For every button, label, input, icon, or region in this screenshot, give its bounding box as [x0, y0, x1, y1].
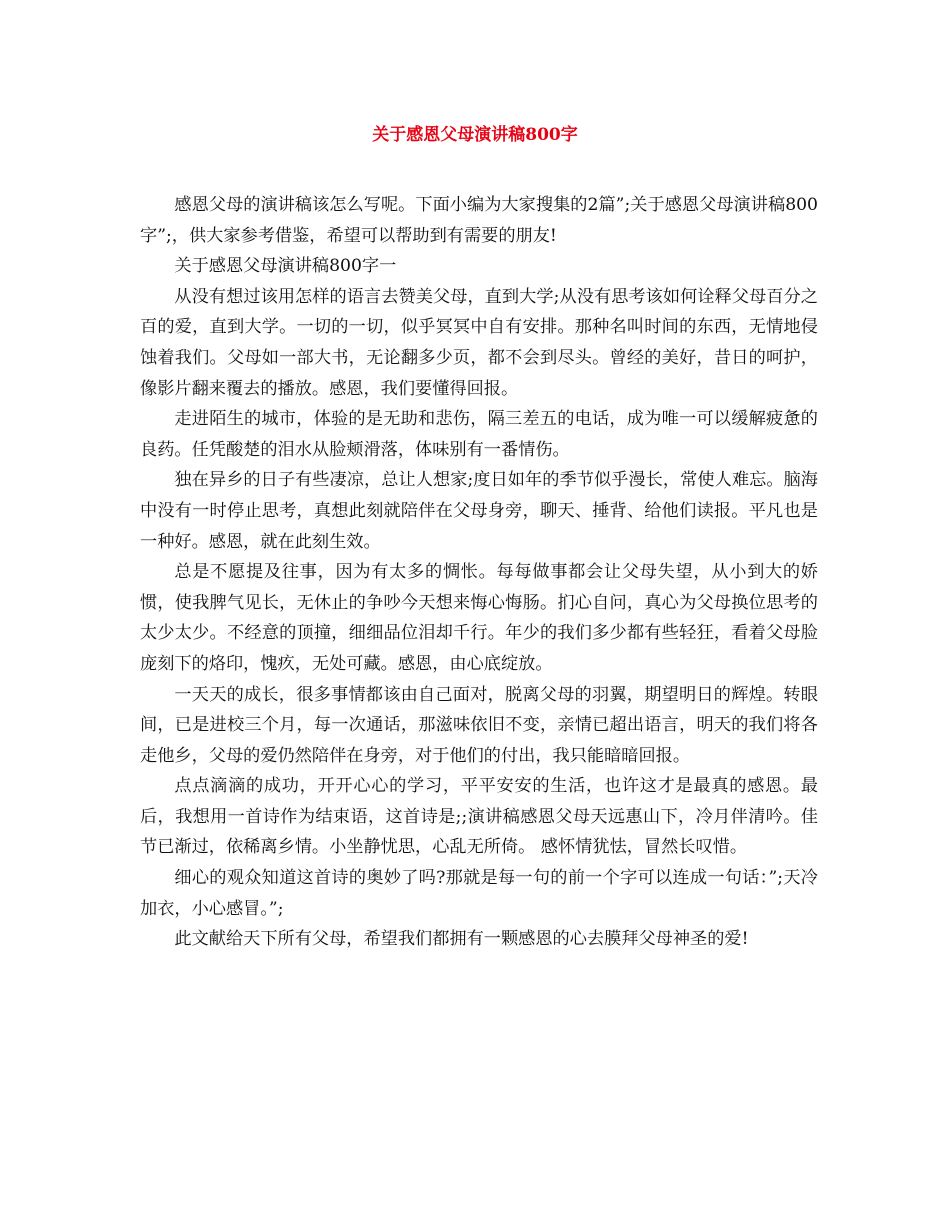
body-paragraph: 从没有想过该用怎样的语言去赞美父母，直到大学;从没有思考该如何诠释父母百分之百的爱，直到大学。一切的一切，似乎冥冥中自有安排。那种名叫时间的东西，无情地侵蚀着我们。父母如一部大书，无论翻多少页，都不会到尽头。曾经的美好，昔日的呵护，像影片翻来覆去的播放。感恩，我们要懂得回报。 [140, 286, 818, 399]
body-paragraph: 点点滴滴的成功，开开心心的学习，平平安安的生活，也许这才是最真的感恩。最后，我想用一首诗作为结束语，这首诗是;;演讲稿感恩父母天远惠山下，冷月伴清吟。佳节已渐过，依稀离乡情。小坐静忧思，心乱无所倚。 感怀情犹怯，冒然长叹惜。 [140, 776, 818, 858]
document-body [140, 190, 818, 955]
section-heading: 关于感恩父母演讲稿800字一 [174, 256, 397, 277]
body-paragraph: 总是不愿提及往事，因为有太多的惆怅。每每做事都会让父母失望，从小到大的娇惯，使我脾气见长，无休止的争吵今天想来悔心悔肠。扪心自问，真心为父母换位思考的太少太少。不经意的顶撞，细细品位泪却千行。年少的我们多少都有些轻狂，看着父母脸庞刻下的烙印，愧疚，无处可藏。感恩，由心底绽放。 [140, 562, 818, 674]
document-title: 关于感恩父母演讲稿800字 [372, 125, 578, 145]
body-paragraph: 独在异乡的日子有些凄凉，总让人想家;度日如年的季节似乎漫长，常使人难忘。脑海中没有一时停止思考，真想此刻就陪伴在父母身旁，聊天、捶背、给他们读报。平凡也是一种好。感恩，就在此刻生效。 [140, 470, 818, 552]
body-paragraph: 细心的观众知道这首诗的奥妙了吗?那就是每一句的前一个字可以连成一句话：”;天冷加衣，小心感冒。”; [140, 868, 818, 919]
body-paragraph: 一天天的成长，很多事情都该由自己面对，脱离父母的羽翼，期望明日的辉煌。转眼间，已是进校三个月，每一次通话，那滋味依旧不变，亲情已超出语言，明天的我们将各走他乡，父母的爱仍然陪伴在身旁，对于他们的付出，我只能暗暗回报。 [140, 684, 818, 766]
closing-paragraph: 此文献给天下所有父母，希望我们都拥有一颗感恩的心去膜拜父母神圣的爱! [174, 929, 749, 950]
intro-paragraph: 感恩父母的演讲稿该怎么写呢。下面小编为大家搜集的2篇”;关于感恩父母演讲稿800字”;，供大家参考借鉴，希望可以帮助到有需要的朋友! [140, 195, 818, 246]
body-paragraph: 走进陌生的城市，体验的是无助和悲伤，隔三差五的电话，成为唯一可以缓解疲惫的良药。任凭酸楚的泪水从脸颊滑落，体味别有一番情伤。 [140, 409, 818, 460]
